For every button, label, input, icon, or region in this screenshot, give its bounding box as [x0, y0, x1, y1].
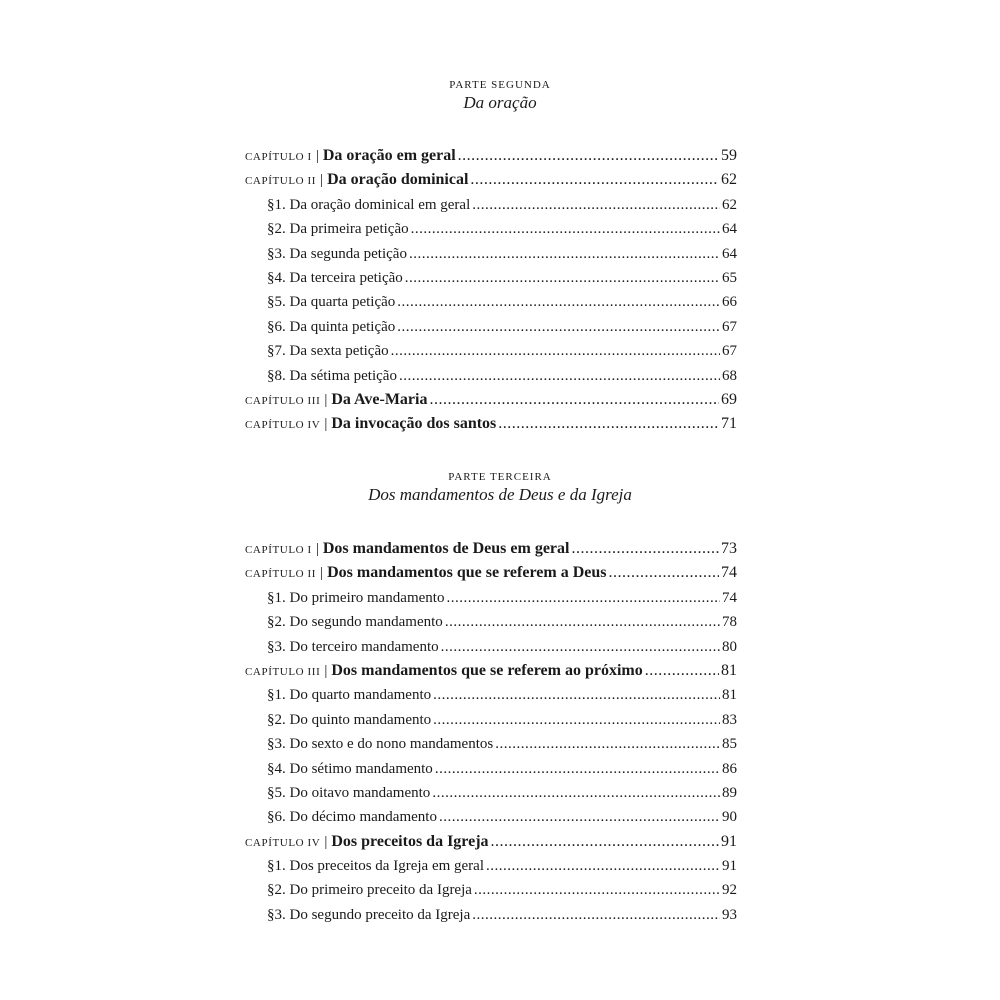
chapter-label: CAPÍTULO III [245, 394, 321, 407]
leader-dots [472, 193, 720, 217]
page-number: 91 [721, 832, 737, 850]
part-title: Da oração [463, 93, 537, 112]
separator: | [320, 565, 324, 582]
page-number: 91 [722, 858, 737, 875]
toc-chapter-entry[interactable] [245, 561, 737, 585]
page-number: 62 [721, 171, 737, 189]
chapter-label: CAPÍTULO II [245, 175, 317, 188]
page-number: 78 [722, 614, 737, 631]
page-number: 90 [722, 809, 737, 826]
section-title: §5. Do oitavo mandamento [267, 784, 431, 801]
toc-section-entry[interactable] [245, 364, 737, 388]
page-number: 65 [722, 269, 737, 286]
toc-section-entry[interactable] [245, 266, 737, 290]
toc-chapter-entry[interactable] [245, 830, 737, 854]
leader-dots [498, 412, 719, 436]
leader-dots [433, 683, 720, 707]
section-title: §1. Do primeiro mandamento [267, 589, 445, 606]
page-number: 64 [722, 245, 737, 262]
page-number: 81 [721, 661, 737, 679]
part-segunda-header [0, 79, 1000, 113]
toc-section-entry[interactable] [245, 878, 737, 902]
toc-section-entry[interactable] [245, 242, 737, 266]
leader-dots [472, 903, 720, 927]
toc-section-entry[interactable] [245, 217, 737, 241]
leader-dots [470, 168, 719, 192]
chapter-label: CAPÍTULO IV [245, 836, 321, 849]
page-number: 59 [721, 147, 737, 164]
section-title: §1. Da oração dominical em geral [267, 196, 471, 213]
toc-chapter-entry[interactable] [245, 388, 737, 412]
section-title: §2. Da primeira petição [267, 221, 409, 238]
part-terceira-header [0, 471, 1000, 505]
page-number: 92 [722, 882, 737, 899]
toc-chapter-entry[interactable] [245, 144, 737, 168]
chapter-title: Dos preceitos da Igreja [331, 832, 489, 850]
separator: | [315, 148, 319, 164]
page-number: 62 [722, 196, 737, 213]
chapter-title: Da invocação dos santos [331, 415, 497, 433]
leader-dots [433, 708, 720, 732]
toc-list-parte-terceira [245, 537, 737, 927]
toc-section-entry[interactable] [245, 732, 737, 756]
leader-dots [405, 266, 720, 290]
leader-dots [397, 290, 720, 314]
section-title: §3. Da segunda petição [267, 245, 407, 262]
toc-section-entry[interactable] [245, 757, 737, 781]
leader-dots [571, 537, 719, 561]
leader-dots [411, 217, 720, 241]
chapter-label: CAPÍTULO II [245, 568, 317, 581]
leader-dots [495, 732, 720, 756]
separator: | [320, 172, 324, 189]
separator: | [324, 833, 328, 850]
part-label: PARTE TERCEIRA [448, 471, 552, 483]
toc-section-entry[interactable] [245, 683, 737, 707]
leader-dots [439, 805, 720, 829]
separator: | [324, 416, 328, 433]
section-title: §3. Do terceiro mandamento [267, 638, 439, 655]
page-number: 64 [722, 221, 737, 238]
section-title: §3. Do sexto e do nono mandamentos [267, 736, 494, 753]
chapter-title: Dos mandamentos que se referem a Deus [327, 564, 607, 582]
toc-chapter-entry[interactable] [245, 659, 737, 683]
page-number: 68 [722, 367, 737, 384]
toc-section-entry[interactable] [245, 854, 737, 878]
page-number: 71 [721, 415, 737, 433]
section-title: §8. Da sétima petição [267, 367, 397, 384]
section-title: §7. Da sexta petição [267, 343, 389, 360]
page-number: 67 [722, 343, 737, 360]
page-number: 81 [722, 687, 737, 704]
toc-chapter-entry[interactable] [245, 168, 737, 192]
section-title: §6. Do décimo mandamento [267, 809, 437, 826]
chapter-title: Dos mandamentos de Deus em geral [322, 540, 570, 557]
page-number: 74 [722, 589, 737, 606]
page-number: 66 [722, 294, 737, 311]
toc-section-entry[interactable] [245, 339, 737, 363]
chapter-title: Da Ave-Maria [331, 390, 428, 408]
leader-dots [474, 878, 720, 902]
page-number: 73 [721, 540, 737, 557]
toc-section-entry[interactable] [245, 586, 737, 610]
part-label: PARTE SEGUNDA [449, 79, 551, 91]
toc-section-entry[interactable] [245, 903, 737, 927]
toc-section-entry[interactable] [245, 708, 737, 732]
page-number: 85 [722, 736, 737, 753]
section-title: §4. Da terceira petição [267, 269, 403, 286]
section-title: §3. Do segundo preceito da Igreja [267, 906, 471, 923]
separator: | [315, 541, 319, 557]
toc-section-entry[interactable] [245, 290, 737, 314]
section-title: §1. Dos preceitos da Igreja em geral [267, 858, 484, 875]
page-number: 86 [722, 760, 737, 777]
leader-dots [432, 781, 720, 805]
chapter-title: Dos mandamentos que se referem ao próximo [331, 661, 643, 679]
chapter-title: Da oração dominical [327, 171, 469, 189]
toc-section-entry[interactable] [245, 781, 737, 805]
toc-chapter-entry[interactable] [245, 412, 737, 436]
leader-dots [486, 854, 720, 878]
section-title: §1. Do quarto mandamento [267, 687, 432, 704]
toc-section-entry[interactable] [245, 193, 737, 217]
page-number: 83 [722, 711, 737, 728]
separator: | [324, 662, 328, 679]
leader-dots [399, 364, 720, 388]
toc-section-entry[interactable] [245, 635, 737, 659]
section-title: §2. Do primeiro preceito da Igreja [267, 882, 472, 899]
leader-dots [645, 659, 719, 683]
toc-section-entry[interactable] [245, 805, 737, 829]
section-title: §2. Do quinto mandamento [267, 711, 432, 728]
chapter-label: CAPÍTULO I [245, 151, 312, 163]
leader-dots [391, 339, 720, 363]
toc-list-parte-segunda [245, 144, 737, 437]
page-number: 67 [722, 318, 737, 335]
leader-dots [409, 242, 720, 266]
page-number: 80 [722, 638, 737, 655]
chapter-title: Da oração em geral [322, 147, 456, 164]
chapter-label: CAPÍTULO III [245, 665, 321, 678]
leader-dots [491, 830, 719, 854]
page-number: 93 [722, 906, 737, 923]
section-title: §4. Do sétimo mandamento [267, 760, 433, 777]
leader-dots [435, 757, 720, 781]
section-title: §2. Do segundo mandamento [267, 614, 443, 631]
leader-dots [445, 610, 720, 634]
part-title: Dos mandamentos de Deus e da Igreja [368, 485, 632, 504]
leader-dots [458, 144, 719, 168]
chapter-label: CAPÍTULO I [245, 544, 312, 556]
leader-dots [429, 388, 719, 412]
leader-dots [446, 586, 720, 610]
toc-section-entry[interactable] [245, 610, 737, 634]
leader-dots [441, 635, 720, 659]
toc-chapter-entry[interactable] [245, 537, 737, 561]
leader-dots [608, 561, 719, 585]
page-number: 74 [721, 564, 737, 582]
separator: | [324, 391, 328, 408]
section-title: §5. Da quarta petição [267, 294, 396, 311]
section-title: §6. Da quinta petição [267, 318, 396, 335]
toc-section-entry[interactable] [245, 315, 737, 339]
leader-dots [397, 315, 720, 339]
page-number: 69 [721, 390, 737, 408]
page-number: 89 [722, 784, 737, 801]
chapter-label: CAPÍTULO IV [245, 419, 321, 432]
